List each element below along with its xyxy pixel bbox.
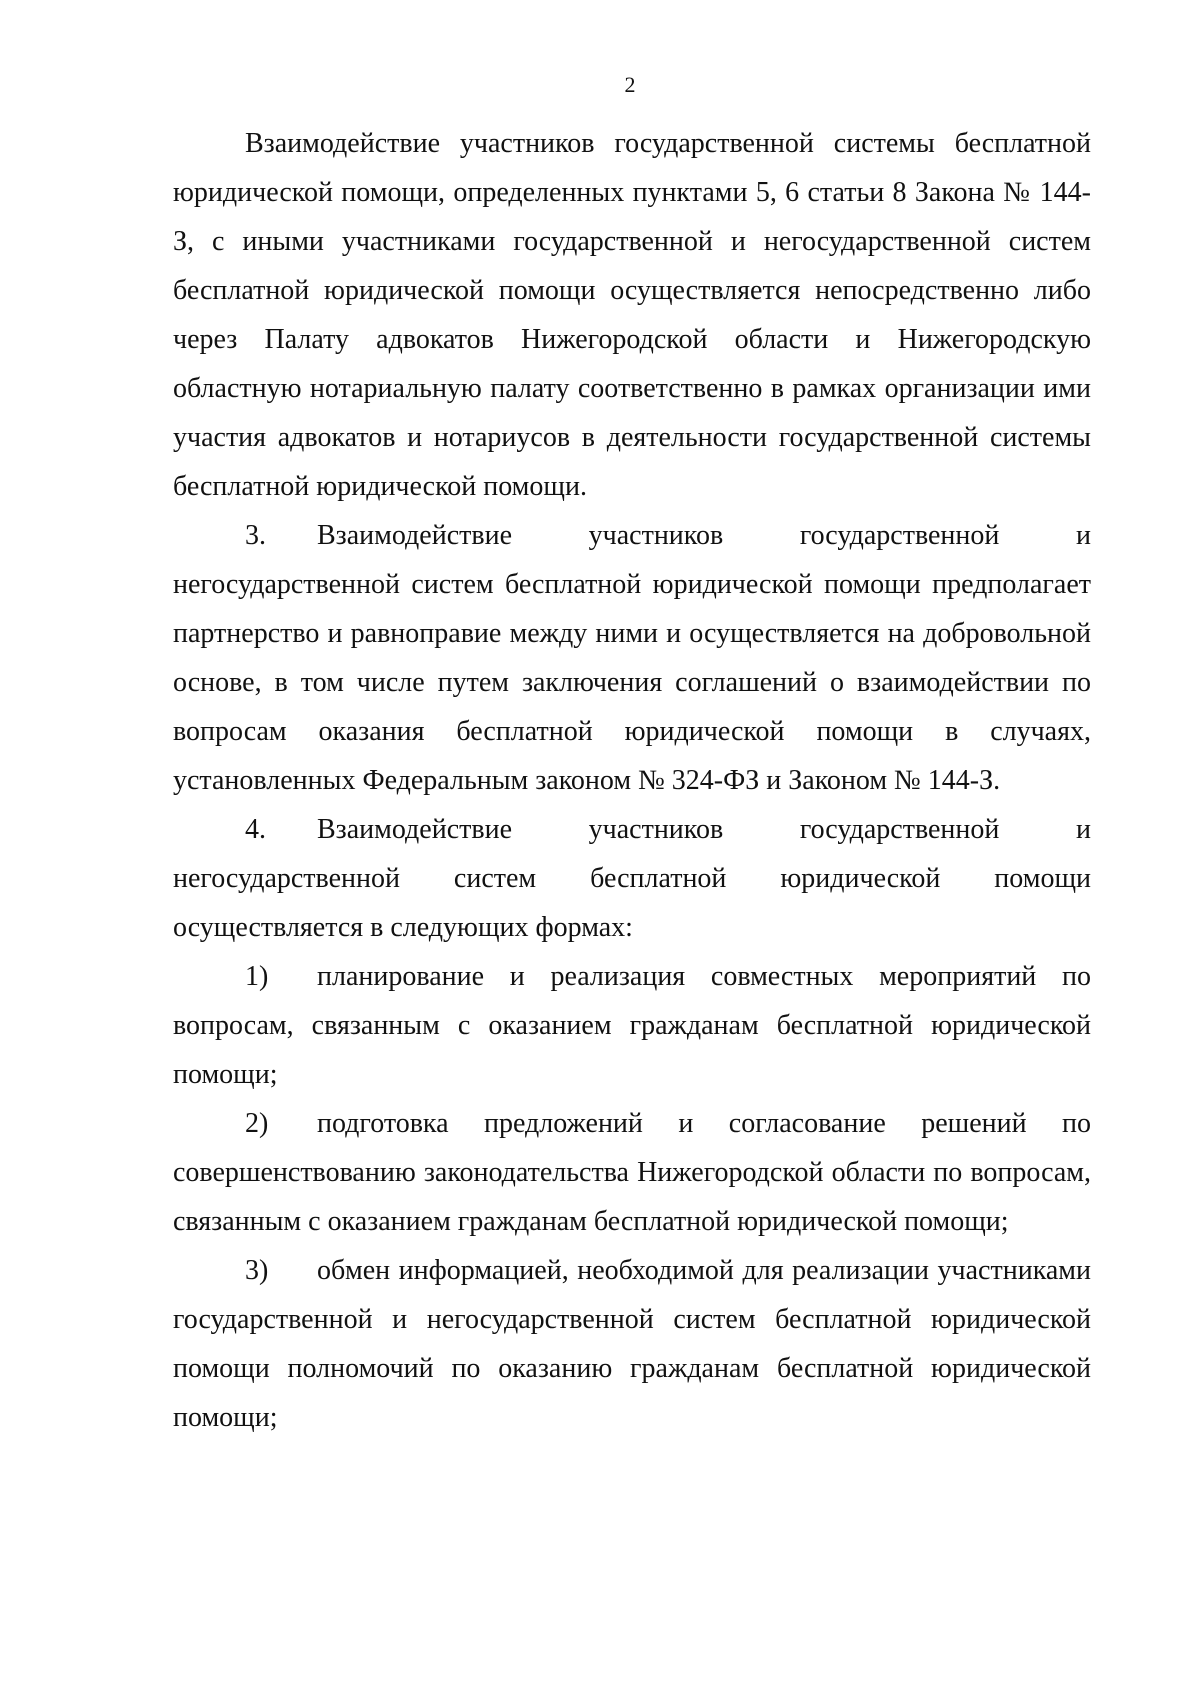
section-number: 3. [245,520,266,551]
list-item-text: обмен информацией, необходимой для реализации участниками государственной и негосударственной систем бесплатной юридической помощи полномочий по оказанию гражданам бесплатной юридической помощи; [173,1255,1091,1433]
paragraph-interaction-state-participants: Взаимодействие участников государственной системы бесплатной юридической помощи, определенных пунктами 5, 6 статьи 8 Закона № 144-З, с иными участниками государственной и негосударственной систем бесплатной юридической помощи осуществляется непосредственно либо через Палату адвокатов Нижегородской области и Нижегородскую областную нотариальную палату соответственно в рамках организации ими участия адвокатов и нотариусов в деятельности государственной системы бесплатной юридической помощи. [173,128,1091,502]
list-item-number: 1) [245,961,269,992]
section-3 [173,511,1091,805]
list-item-number: 3) [245,1255,269,1286]
section-text: Взаимодействие участников государственной и негосударственной систем бесплатной юридической помощи осуществляется в следующих формах: [173,814,1091,943]
list-item-2 [173,1099,1091,1246]
list-item-text: подготовка предложений и согласование решений по совершенствованию законодательства Нижегородской области по вопросам, связанным с оказанием гражданам бесплатной юридической помощи; [173,1108,1091,1237]
section-text: Взаимодействие участников государственной и негосударственной систем бесплатной юридической помощи предполагает партнерство и равноправие между ними и осуществляется на добровольной основе, в том числе путем заключения соглашений о взаимодействии по вопросам оказания бесплатной юридической помощи в случаях, установленных Федеральным законом № 324-ФЗ и Законом № 144-З. [173,520,1091,796]
page-number: 2 [624,72,636,97]
list-item-3 [173,1246,1091,1442]
section-number: 4. [245,814,266,845]
section-4 [173,805,1091,952]
document-body [173,119,1091,1442]
list-item-text: планирование и реализация совместных мероприятий по вопросам, связанным с оказанием гражданам бесплатной юридической помощи; [173,961,1091,1090]
list-item-number: 2) [245,1108,269,1139]
list-item-1 [173,952,1091,1099]
